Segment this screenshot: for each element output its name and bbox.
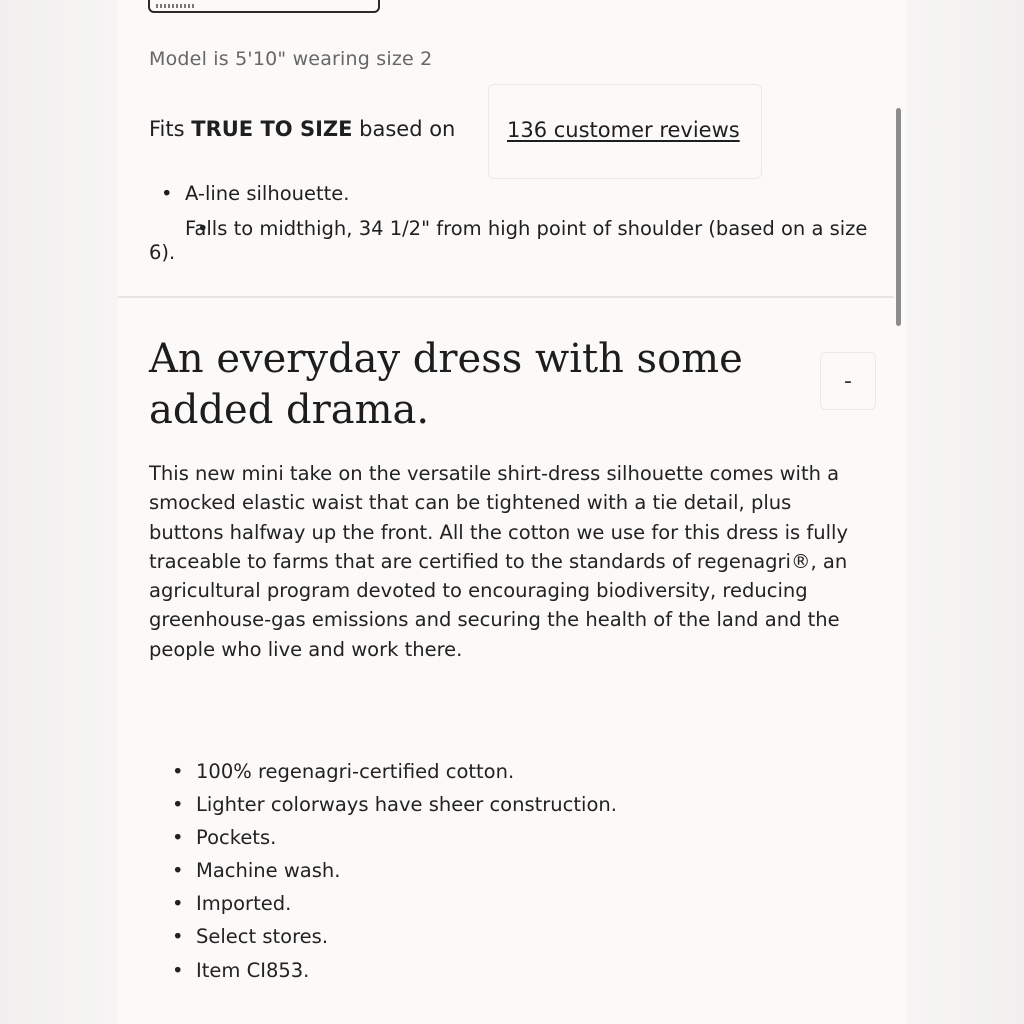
product-detail-item: • Imported. [149, 887, 617, 920]
fit-suffix: based on [352, 117, 456, 141]
fit-summary [149, 117, 455, 141]
section-divider [118, 296, 894, 298]
product-detail-item: • Select stores. [149, 920, 617, 953]
fit-detail-item: • A-line silhouette. [149, 182, 869, 206]
page-backdrop-right [906, 0, 1024, 1024]
scrollbar-thumb[interactable] [896, 108, 901, 326]
collapse-section-button[interactable] [820, 352, 876, 410]
product-details-panel [118, 0, 906, 1024]
product-detail-item: • 100% regenagri-certified cotton. [149, 755, 617, 788]
size-selector-button[interactable] [148, 0, 380, 13]
product-detail-item: • Item CI853. [149, 954, 617, 987]
section-heading: An everyday dress with some added drama. [149, 336, 743, 433]
product-detail-item: • Pockets. [149, 821, 617, 854]
fit-detail-item: • Falls to midthigh, 34 1/2" from high point of shoulder (based on a size 6). [149, 217, 869, 265]
customer-reviews-link[interactable]: 136 customer reviews [507, 118, 740, 142]
page-backdrop-left [0, 0, 118, 1024]
fit-details-list [149, 182, 869, 276]
reviews-link-container[interactable] [488, 84, 762, 179]
product-details-list [149, 755, 617, 987]
product-description: This new mini take on the versatile shirt-dress silhouette comes with a smocked elastic waist that can be tightened with a tie detail, plus buttons halfway up the front. All the cotton we use for this dress is fully traceable to farms that are certified to the standards of regenagri®, an agricultural program devoted to encouraging biodiversity, reducing greenhouse-gas emissions and securing the health of the land and the people who live and work there. [149, 462, 848, 661]
minus-icon: - [844, 368, 852, 394]
model-size-note: Model is 5'10" wearing size 2 [149, 48, 433, 70]
fit-true-to-size: TRUE TO SIZE [191, 117, 353, 141]
product-detail-item: • Machine wash. [149, 854, 617, 887]
fit-prefix: Fits [149, 117, 192, 141]
size-selector-pattern [156, 4, 196, 8]
product-detail-item: • Lighter colorways have sheer construction. [149, 788, 617, 821]
